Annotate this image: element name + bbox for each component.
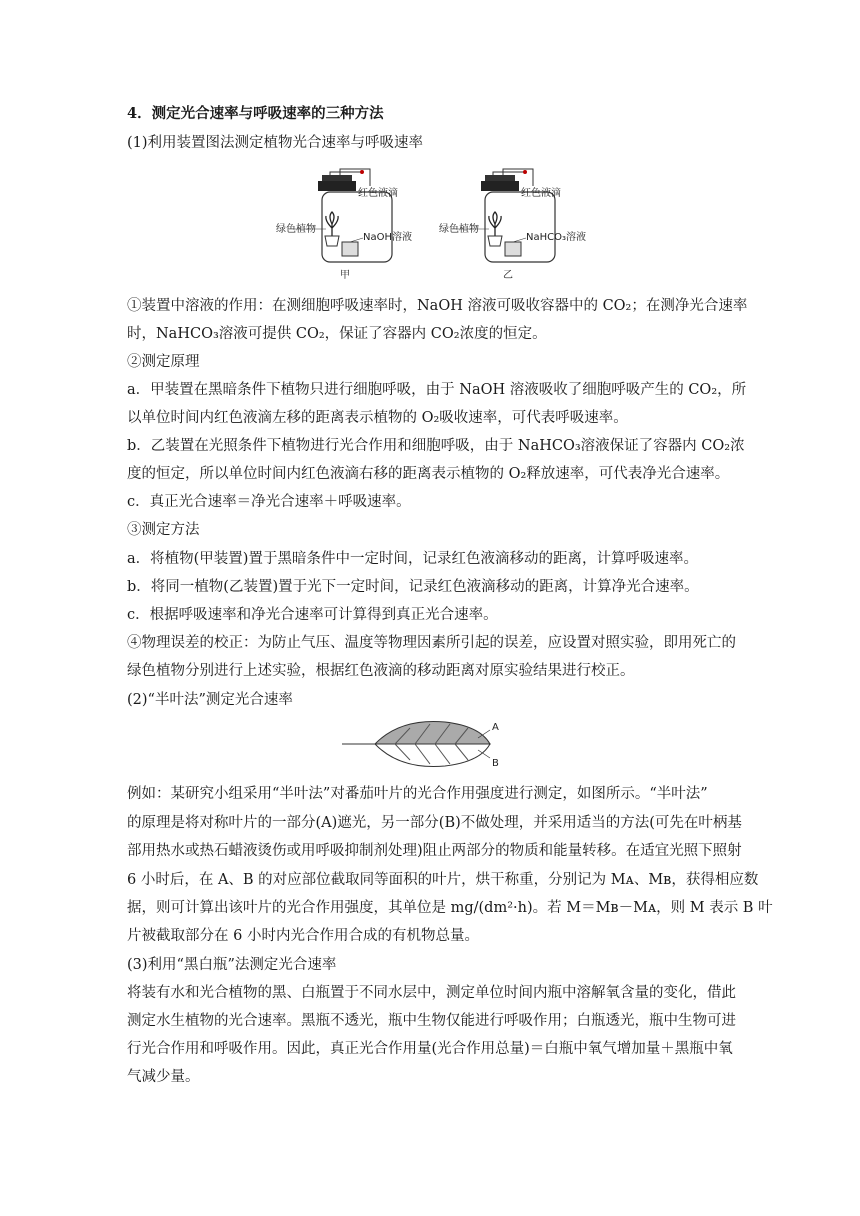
drop-label-yi: 红色液滴	[521, 188, 561, 199]
subsection-3-heading: (3)利用“黑白瓶”法测定光合速率	[127, 957, 337, 973]
subsection-2-heading: (2)“半叶法”测定光合速率	[127, 692, 293, 708]
method-b: b．将同一植物(乙装置)置于光下一定时间，记录红色液滴移动的距离，计算净光合速率。	[127, 579, 699, 595]
black-white-bottle-line2: 测定水生植物的光合速率。黑瓶不透光，瓶中生物仅能进行呼吸作用；白瓶透光，瓶中生物可进	[127, 1013, 736, 1029]
error-correction-line2: 绿色植物分别进行上述实验，根据红色液滴的移动距离对原实验结果进行校正。	[127, 663, 635, 679]
method-c: c．根据呼吸速率和净光合速率可计算得到真正光合速率。	[127, 607, 498, 623]
paragraph-solution-role-line2: 时，NaHCO₃溶液可提供 CO₂，保证了容器内 CO₂浓度的恒定。	[127, 326, 547, 342]
principle-b-line2: 度的恒定，所以单位时间内红色液滴右移的距离表示植物的 O₂释放速率，可代表净光合速率。	[127, 466, 730, 482]
plant-label-yi: 绿色植物	[439, 224, 479, 235]
principle-b-line1: b．乙装置在光照条件下植物进行光合作用和细胞呼吸，由于 NaHCO₃溶液保证了容器内 CO₂浓	[127, 438, 745, 454]
principle-c: c．真正光合速率＝净光合速率＋呼吸速率。	[127, 494, 411, 510]
black-white-bottle-line1: 将装有水和光合植物的黑、白瓶置于不同水层中，测定单位时间内瓶中溶解氧含量的变化，借此	[127, 985, 736, 1001]
black-white-bottle-line3: 行光合作用和呼吸作用。因此，真正光合作用量(光合作用总量)＝白瓶中氧气增加量＋黑瓶中氧	[127, 1041, 733, 1057]
half-leaf-line2: 的原理是将对称叶片的一部分(A)遮光，另一部分(B)不做处理，并采用适当的方法(可先在叶柄基	[127, 815, 742, 831]
paragraph-solution-role-line1: ①装置中溶液的作用：在测细胞呼吸速率时，NaOH 溶液可吸收容器中的 CO₂；在测净光合速率	[127, 298, 748, 314]
principle-a-line2: 以单位时间内红色液滴左移的距离表示植物的 O₂吸收速率，可代表呼吸速率。	[127, 410, 628, 426]
leaf-label-b: B	[492, 758, 499, 769]
caption-yi: 乙	[503, 270, 513, 281]
section-title: 4．测定光合速率与呼吸速率的三种方法	[127, 105, 384, 122]
half-leaf-line1: 例如：某研究小组采用“半叶法”对番茄叶片的光合作用强度进行测定，如图所示。“半叶法”	[127, 786, 708, 802]
method-a: a．将植物(甲装置)置于黑暗条件中一定时间，记录红色液滴移动的距离，计算呼吸速率。	[127, 551, 698, 567]
apparatus-yi	[439, 169, 586, 281]
apparatus-jia	[276, 169, 412, 281]
solution-label-yi: NaHCO₃溶液	[526, 232, 586, 243]
drop-label-jia: 红色液滴	[358, 188, 398, 199]
plant-label-jia: 绿色植物	[276, 224, 316, 235]
black-white-bottle-line4: 气减少量。	[127, 1069, 200, 1085]
subsection-1-heading: (1)利用装置图法测定植物光合速率与呼吸速率	[127, 135, 424, 151]
principle-heading: ②测定原理	[127, 354, 200, 370]
half-leaf-line6: 片被截取部分在 6 小时内光合作用合成的有机物总量。	[127, 928, 479, 944]
error-correction-line1: ④物理误差的校正：为防止气压、温度等物理因素所引起的误差，应设置对照实验，即用死亡的	[127, 635, 736, 651]
half-leaf-line5: 据，则可计算出该叶片的光合作用强度，其单位是 mg/(dm²·h)。若 M＝Mʙ－Mᴀ，则 M 表示 B 叶	[127, 900, 773, 916]
caption-jia: 甲	[340, 270, 350, 281]
leaf-label-a: A	[492, 722, 499, 733]
leaf-half-b	[375, 744, 490, 767]
stopper-jia	[318, 181, 356, 191]
leaf-figure	[340, 716, 510, 774]
stopper-yi	[481, 181, 519, 191]
half-leaf-line4: 6 小时后，在 A、B 的对应部位截取同等面积的叶片，烘干称重，分别记为 Mᴀ、Mʙ，获得相应数	[127, 872, 759, 888]
red-drop-yi	[523, 170, 527, 174]
half-leaf-line3: 部用热水或热石蜡液烫伤或用呼吸抑制剂处理)阻止两部分的物质和能量转移。在适宜光照下照射	[127, 843, 742, 859]
leaf-half-a	[375, 721, 490, 744]
method-heading: ③测定方法	[127, 522, 200, 538]
principle-a-line1: a．甲装置在黑暗条件下植物只进行细胞呼吸，由于 NaOH 溶液吸收了细胞呼吸产生的 CO₂，所	[127, 382, 747, 398]
solution-label-jia: NaOH溶液	[363, 232, 412, 243]
red-drop-jia	[360, 170, 364, 174]
apparatus-figure	[270, 166, 590, 286]
